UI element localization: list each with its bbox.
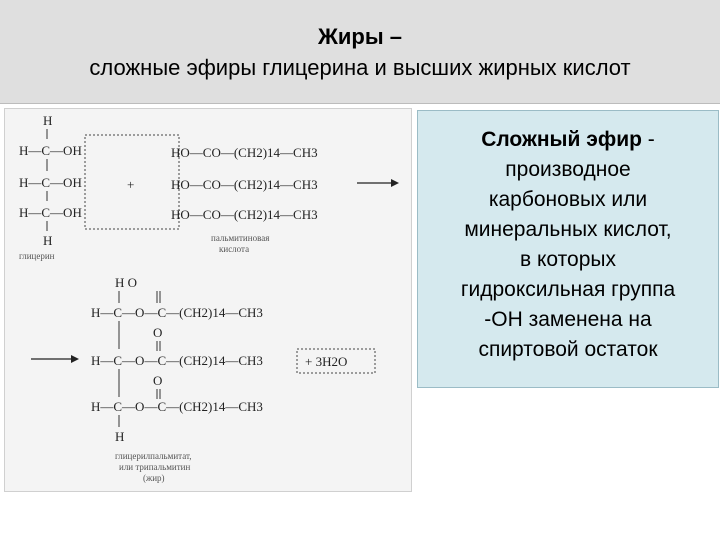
product-label-2: или трипальмитин xyxy=(119,462,191,472)
acid-label-2: кислота xyxy=(219,244,250,254)
definition-line-6: -ОН заменена на xyxy=(484,308,652,331)
product-label-3: (жир) xyxy=(143,473,165,483)
title-bar xyxy=(0,0,720,104)
definition-line-3: минеральных кислот, xyxy=(464,218,672,241)
product-row-3: H—C—O—C—(CH2)14—CH3 xyxy=(91,399,263,414)
product-label-1: глицерилпальмитат, xyxy=(115,451,192,461)
glycerol-top-h: H xyxy=(43,113,53,128)
product-carbonyl-o-2: O xyxy=(153,325,163,340)
acid-label-1: пальмитиновая xyxy=(211,233,270,243)
product-row-2: H—C—O—C—(CH2)14—CH3 xyxy=(91,353,263,368)
definition-dash: - xyxy=(641,128,655,151)
definition-line-5: гидроксильная группа xyxy=(460,278,676,301)
definition-line-7: спиртовой остаток xyxy=(478,338,658,361)
definition-heading xyxy=(418,125,718,155)
reaction-diagram xyxy=(4,108,412,492)
plus-sign: + xyxy=(127,177,135,192)
glycerol-bottom-h: H xyxy=(43,233,53,248)
definition-line-4: в которых xyxy=(520,248,616,271)
acid-row-1: HO—CO—(CH2)14—CH3 xyxy=(171,145,318,160)
glycerol-label: глицерин xyxy=(19,251,55,261)
glycerol-row-3: H—C—OH xyxy=(19,205,82,220)
product-bottom-h: H xyxy=(115,429,125,444)
arrow-head-2 xyxy=(71,355,79,363)
glycerol-row-2: H—C—OH xyxy=(19,175,82,190)
definition-term: Сложный эфир xyxy=(481,128,642,151)
acid-row-3: HO—CO—(CH2)14—CH3 xyxy=(171,207,318,222)
acid-row-2: HO—CO—(CH2)14—CH3 xyxy=(171,177,318,192)
water-product: + 3H2O xyxy=(305,354,348,369)
product-top-labels: H O xyxy=(115,275,138,290)
title-subtitle: сложные эфиры глицерина и высших жирных кислот xyxy=(89,55,631,80)
definition-box xyxy=(417,110,719,388)
title-main: Жиры – xyxy=(318,24,402,49)
definition-line-2: карбоновых или xyxy=(488,188,648,211)
product-carbonyl-o-3: O xyxy=(153,373,163,388)
reaction-scheme-svg xyxy=(5,109,413,493)
glycerol-row-1: H—C—OH xyxy=(19,143,82,158)
product-row-1: H—C—O—C—(CH2)14—CH3 xyxy=(91,305,263,320)
definition-line-1: производное xyxy=(505,158,631,181)
arrow-head-1 xyxy=(391,179,399,187)
